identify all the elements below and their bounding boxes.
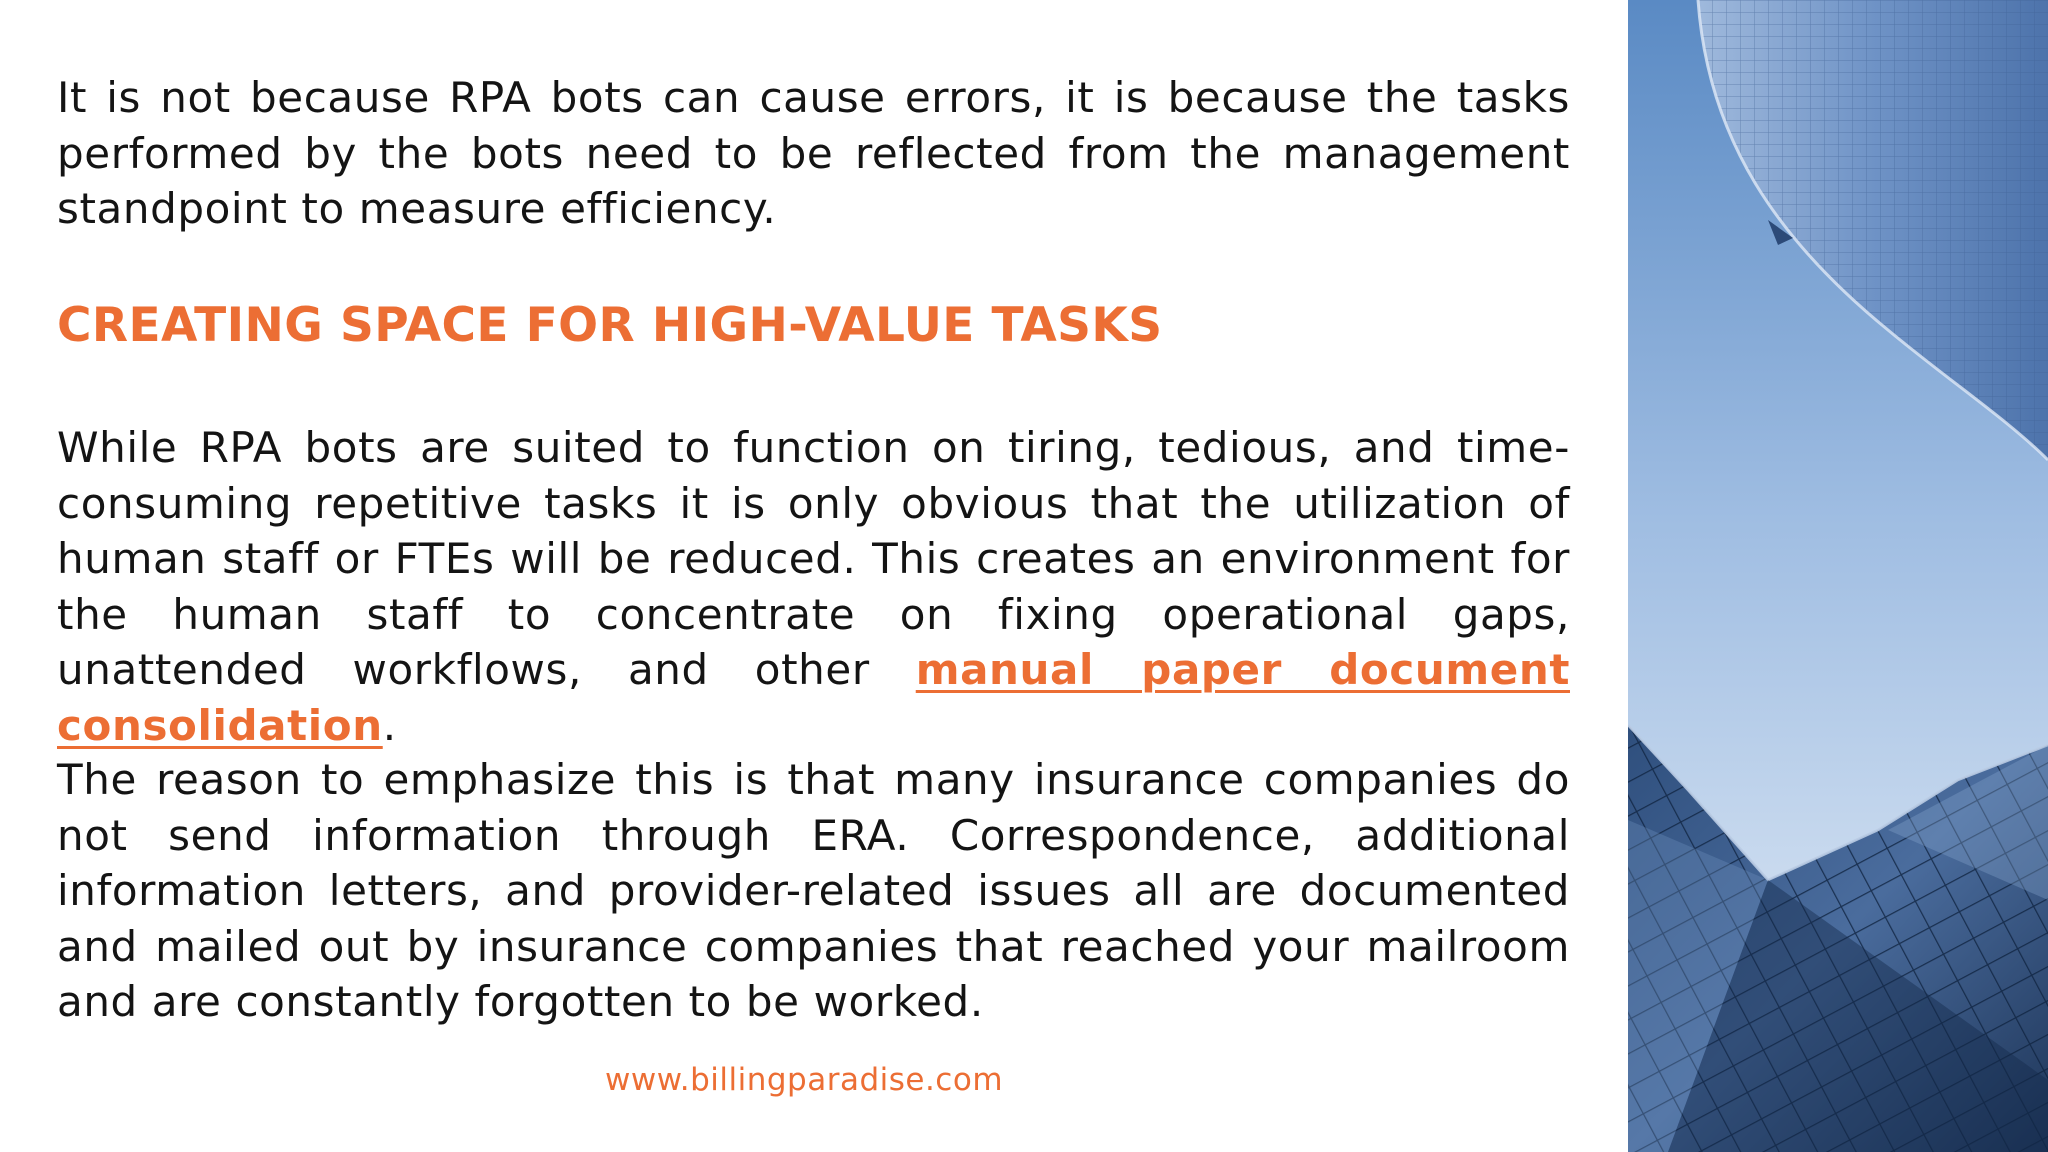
footer-website-url: www.billingparadise.com	[605, 1062, 1004, 1098]
body-paragraph	[57, 420, 1570, 753]
glass-skyscraper-photo	[1628, 0, 2048, 1152]
manual-paper-document-consolidation-link[interactable]: manual paper document consolidation	[57, 645, 1570, 750]
intro-paragraph: It is not because RPA bots can cause errors, it is because the tasks performed by the bots need to be reflected from the management standpoint to measure efficiency.	[57, 73, 1570, 233]
skyscraper-illustration	[1628, 0, 2048, 1152]
body-paragraph-text: While RPA bots are suited to function on tiring, tedious, and time-consuming repetitive tasks it is only obvious that the utilization of human staff or FTEs will be reduced. This creates an environment for the human staff to concentrate on fixing operational gaps, unattended workflows, and other	[57, 423, 1570, 694]
reason-paragraph: The reason to emphasize this is that many insurance companies do not send information through ERA. Correspondence, additional information letters, and provider-related issues all are documented and mailed out by insurance companies that reached your mailroom and are constantly forgotten to be worked.	[57, 755, 1570, 1026]
section-heading: CREATING SPACE FOR HIGH-VALUE TASKS	[57, 298, 1163, 353]
body-paragraph-end: .	[382, 700, 397, 750]
